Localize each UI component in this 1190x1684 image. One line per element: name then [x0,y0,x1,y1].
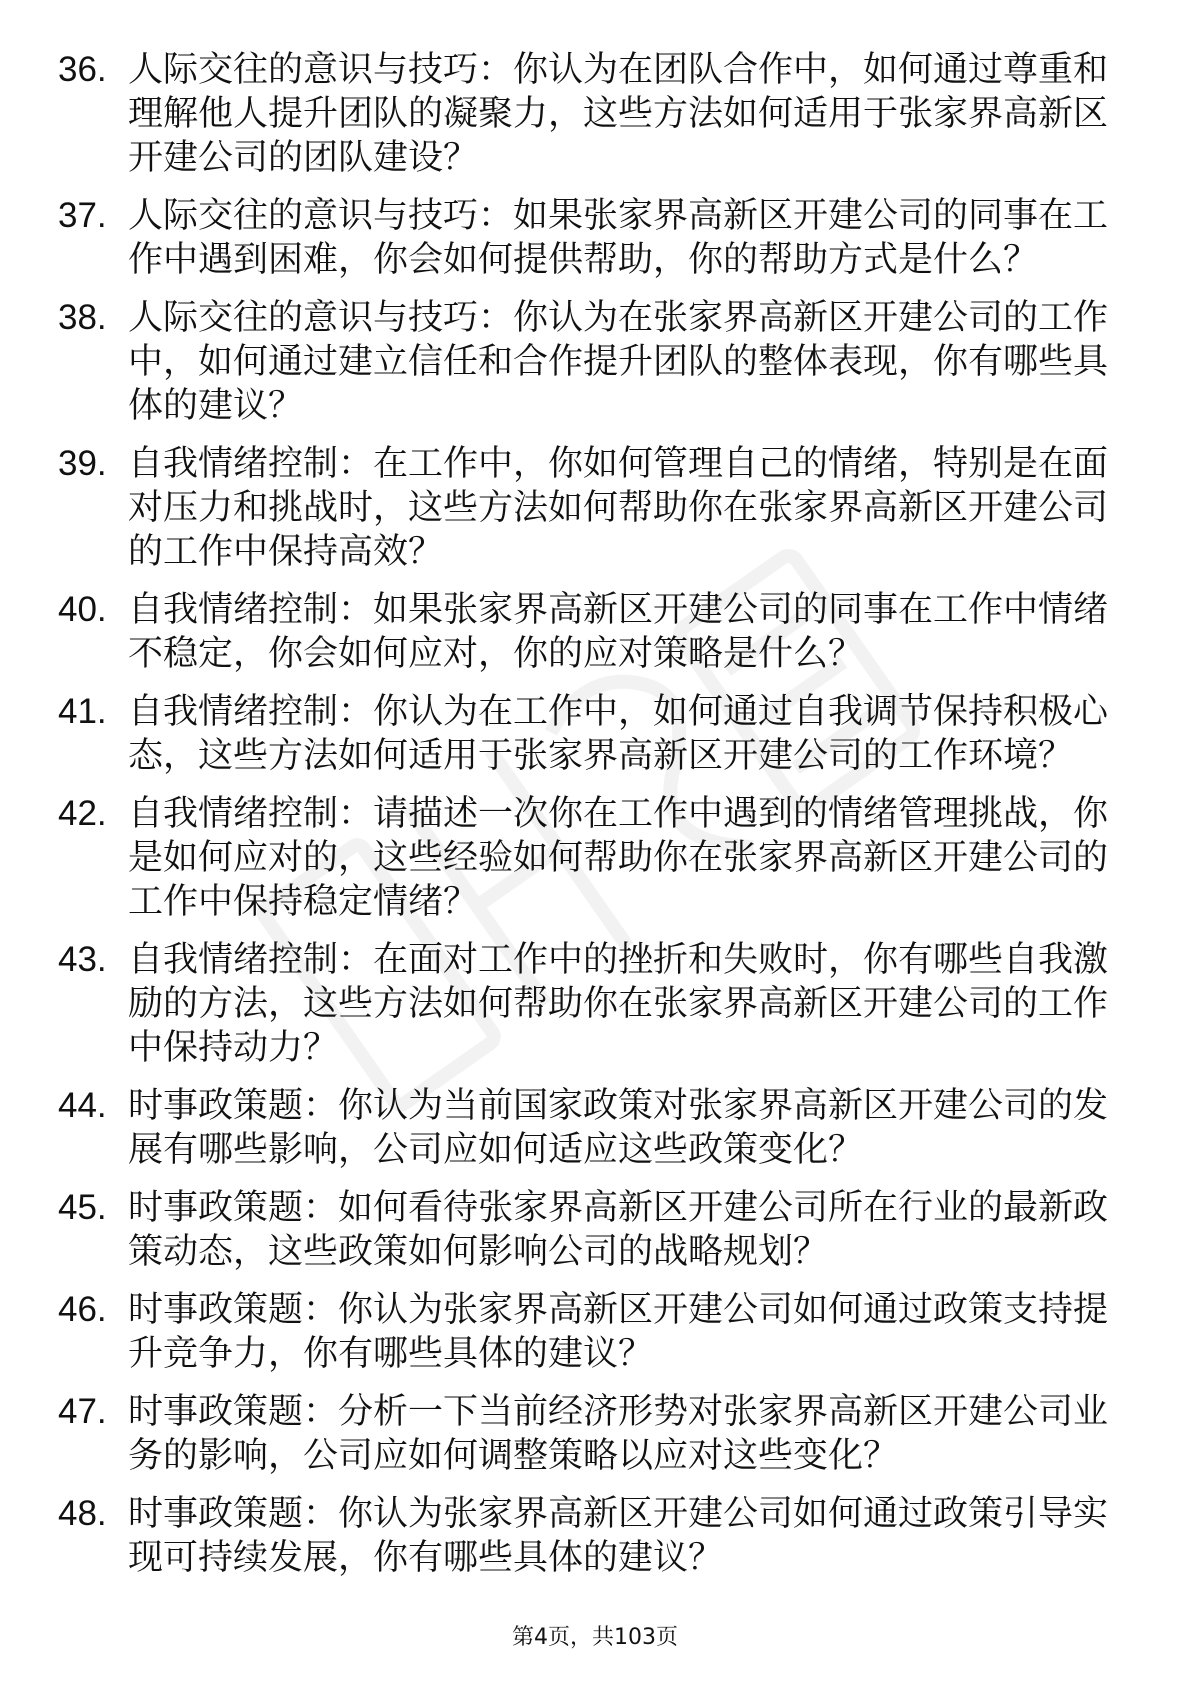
question-text: 人际交往的意识与技巧：你认为在张家界高新区开建公司的工作中，如何通过建立信任和合作提升团队的整体表现，你有哪些具体的建议？ [128,298,1109,426]
question-item [58,938,1138,1070]
question-item [58,792,1138,924]
question-item [58,296,1138,428]
question-item [58,1390,1138,1478]
question-item [58,442,1138,574]
question-item [58,1186,1138,1274]
question-number: 47. [58,1392,107,1431]
question-text: 时事政策题：分析一下当前经济形势对张家界高新区开建公司业务的影响，公司应如何调整策略以应对这些变化？ [128,1392,1109,1476]
question-item [58,1288,1138,1376]
question-text: 时事政策题：如何看待张家界高新区开建公司所在行业的最新政策动态，这些政策如何影响公司的战略规划？ [128,1188,1109,1272]
question-text: 时事政策题：你认为张家界高新区开建公司如何通过政策支持提升竞争力，你有哪些具体的建议？ [128,1290,1109,1374]
question-number: 43. [58,940,107,979]
page-number-footer: 第4页，共103页 [512,1625,678,1650]
question-number: 38. [58,298,107,337]
question-number: 36. [58,50,107,89]
question-item [58,1492,1138,1580]
question-text: 自我情绪控制：如果张家界高新区开建公司的同事在工作中情绪不稳定，你会如何应对，你的应对策略是什么？ [128,590,1109,674]
question-number: 45. [58,1188,107,1227]
question-item [58,194,1138,282]
question-text: 时事政策题：你认为当前国家政策对张家界高新区开建公司的发展有哪些影响，公司应如何适应这些政策变化？ [128,1086,1109,1170]
question-item [58,588,1138,676]
question-number: 44. [58,1086,107,1125]
question-number: 37. [58,196,107,235]
question-item [58,48,1138,180]
question-number: 39. [58,444,107,483]
question-number: 42. [58,794,107,833]
question-number: 46. [58,1290,107,1329]
question-text: 自我情绪控制：在面对工作中的挫折和失败时，你有哪些自我激励的方法，这些方法如何帮助你在张家界高新区开建公司的工作中保持动力？ [128,940,1109,1068]
question-number: 48. [58,1494,107,1533]
question-list [58,48,1138,1594]
question-number: 40. [58,590,107,629]
question-number: 41. [58,692,107,731]
question-text: 自我情绪控制：在工作中，你如何管理自己的情绪，特别是在面对压力和挑战时，这些方法如何帮助你在张家界高新区开建公司的工作中保持高效？ [128,444,1109,572]
question-text: 人际交往的意识与技巧：如果张家界高新区开建公司的同事在工作中遇到困难，你会如何提供帮助，你的帮助方式是什么？ [128,196,1109,280]
question-item [58,1084,1138,1172]
question-text: 人际交往的意识与技巧：你认为在团队合作中，如何通过尊重和理解他人提升团队的凝聚力，这些方法如何适用于张家界高新区开建公司的团队建设？ [128,50,1109,178]
question-text: 自我情绪控制：请描述一次你在工作中遇到的情绪管理挑战，你是如何应对的，这些经验如何帮助你在张家界高新区开建公司的工作中保持稳定情绪？ [128,794,1109,922]
question-text: 自我情绪控制：你认为在工作中，如何通过自我调节保持积极心态，这些方法如何适用于张家界高新区开建公司的工作环境？ [128,692,1109,776]
question-item [58,690,1138,778]
question-text: 时事政策题：你认为张家界高新区开建公司如何通过政策引导实现可持续发展，你有哪些具体的建议？ [128,1494,1109,1578]
